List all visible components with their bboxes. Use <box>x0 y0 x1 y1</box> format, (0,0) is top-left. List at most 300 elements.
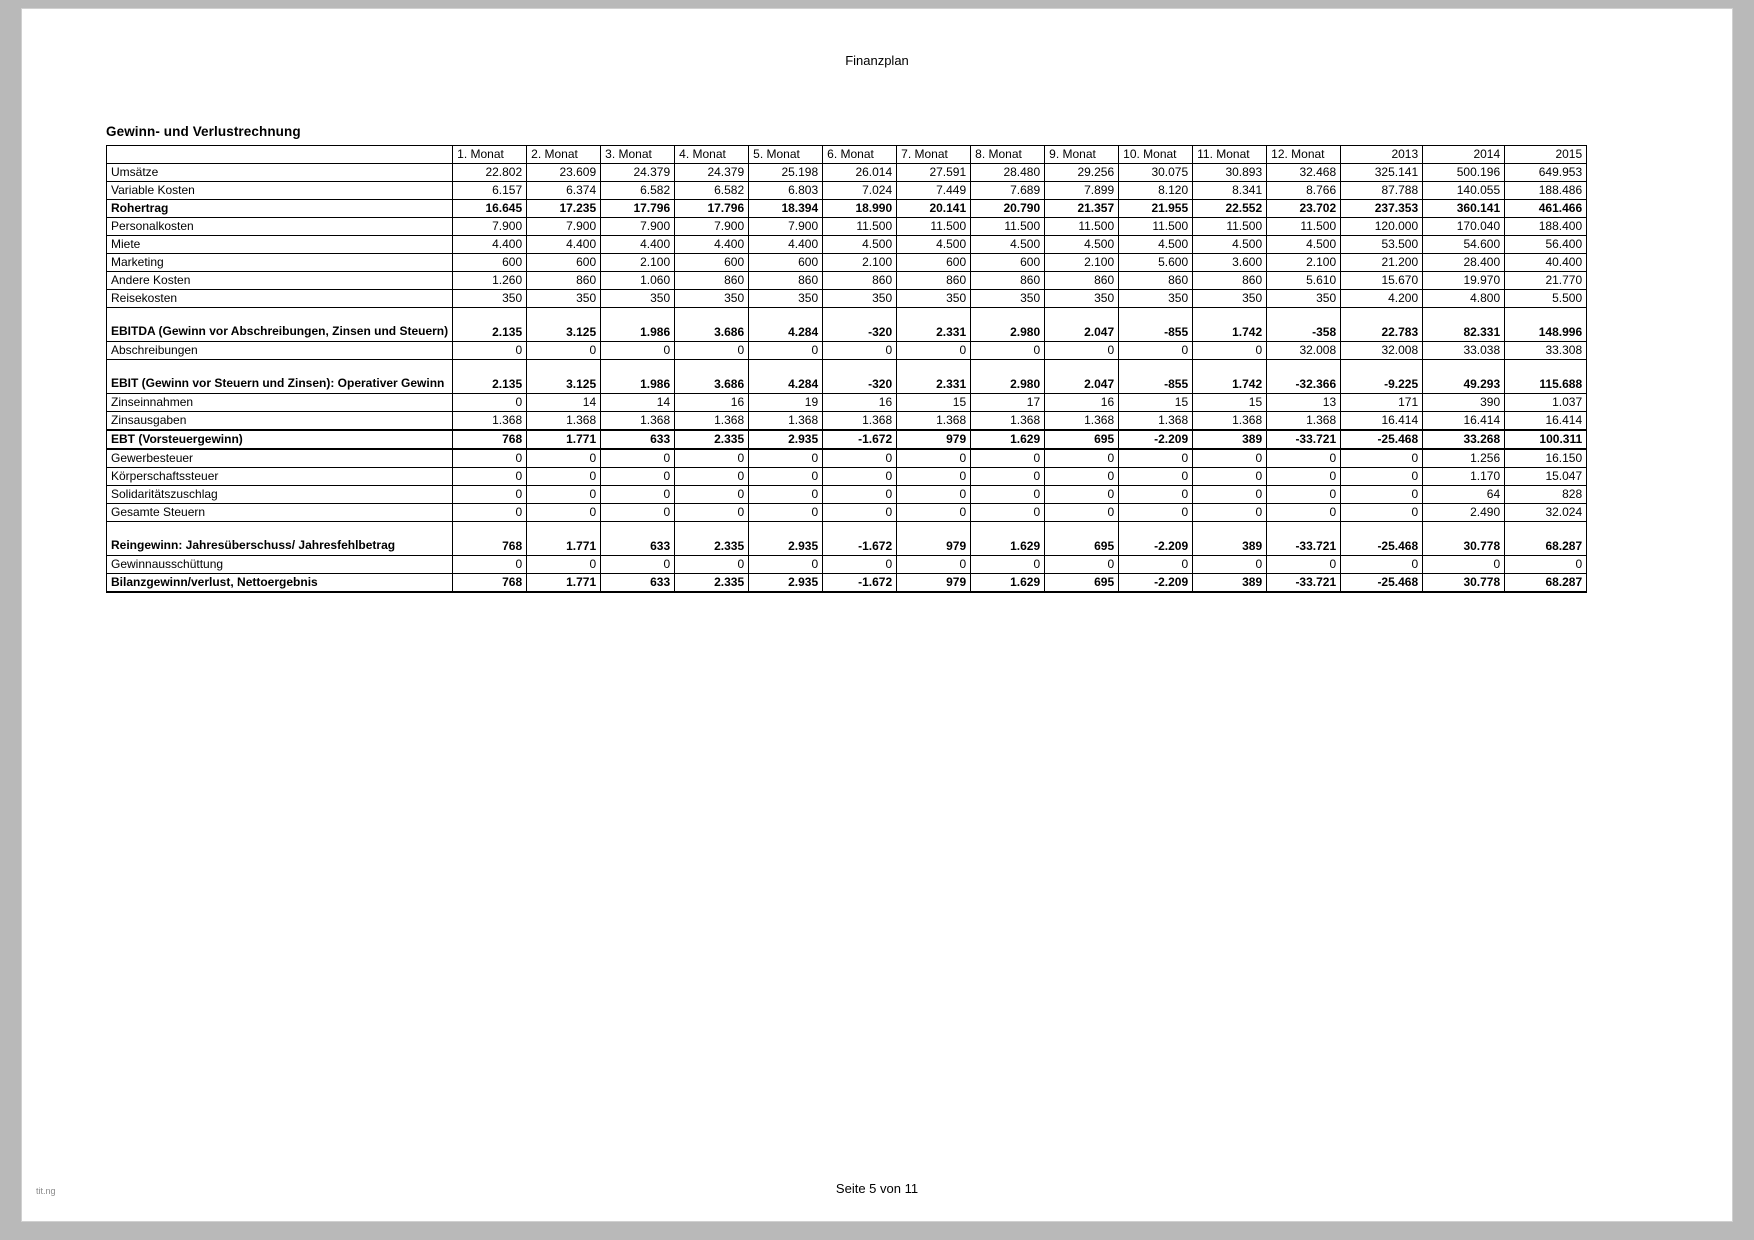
cell-value: -25.468 <box>1341 430 1423 449</box>
cell-value: 0 <box>823 486 897 504</box>
table-row <box>107 290 1587 308</box>
cell-value: 7.449 <box>897 182 971 200</box>
cell-value: 82.331 <box>1423 308 1505 342</box>
cell-value: 633 <box>601 574 675 593</box>
table-row <box>107 360 1587 394</box>
cell-value: 16.150 <box>1505 449 1587 468</box>
table-corner-cell <box>107 146 453 164</box>
column-header-month-3: 3. Monat <box>601 146 675 164</box>
cell-value: 30.778 <box>1423 522 1505 556</box>
cell-value: 500.196 <box>1423 164 1505 182</box>
cell-value: 68.287 <box>1505 574 1587 593</box>
cell-value: 16.414 <box>1505 412 1587 431</box>
cell-value: 19 <box>749 394 823 412</box>
cell-value: 11.500 <box>1119 218 1193 236</box>
row-label: Abschreibungen <box>107 342 453 360</box>
cell-value: 0 <box>1119 449 1193 468</box>
cell-value: 389 <box>1193 522 1267 556</box>
cell-value: 2.935 <box>749 522 823 556</box>
cell-value: 33.268 <box>1423 430 1505 449</box>
cell-value: 2.100 <box>601 254 675 272</box>
cell-value: 0 <box>897 556 971 574</box>
cell-value: -855 <box>1119 360 1193 394</box>
cell-value: 860 <box>749 272 823 290</box>
cell-value: 860 <box>675 272 749 290</box>
cell-value: 0 <box>1341 556 1423 574</box>
cell-value: 15.047 <box>1505 468 1587 486</box>
cell-value: 350 <box>527 290 601 308</box>
table-row <box>107 236 1587 254</box>
cell-value: 0 <box>453 486 527 504</box>
cell-value: 0 <box>1045 468 1119 486</box>
cell-value: 600 <box>749 254 823 272</box>
cell-value: 1.368 <box>1193 412 1267 431</box>
cell-value: 860 <box>1193 272 1267 290</box>
cell-value: 22.783 <box>1341 308 1423 342</box>
cell-value: 600 <box>897 254 971 272</box>
cell-value: 0 <box>1045 504 1119 522</box>
row-label: Umsätze <box>107 164 453 182</box>
cell-value: 1.368 <box>823 412 897 431</box>
cell-value: 2.047 <box>1045 308 1119 342</box>
cell-value: 40.400 <box>1505 254 1587 272</box>
page-footer: Seite 5 von 11 <box>835 1181 919 1196</box>
cell-value: 0 <box>749 468 823 486</box>
table-row <box>107 412 1587 431</box>
cell-value: 0 <box>453 556 527 574</box>
cell-value: -1.672 <box>823 574 897 593</box>
column-header-month-7: 7. Monat <box>897 146 971 164</box>
cell-value: 148.996 <box>1505 308 1587 342</box>
cell-value: 0 <box>1267 449 1341 468</box>
cell-value: -1.672 <box>823 522 897 556</box>
cell-value: 1.170 <box>1423 468 1505 486</box>
row-label: EBITDA (Gewinn vor Abschreibungen, Zinsen und Steuern) <box>107 308 453 342</box>
row-label: Variable Kosten <box>107 182 453 200</box>
cell-value: 188.400 <box>1505 218 1587 236</box>
cell-value: 4.500 <box>1119 236 1193 254</box>
cell-value: 860 <box>897 272 971 290</box>
table-header-row <box>107 146 1587 164</box>
cell-value: 18.394 <box>749 200 823 218</box>
row-label: EBIT (Gewinn vor Steuern und Zinsen): Operativer Gewinn <box>107 360 453 394</box>
cell-value: 20.790 <box>971 200 1045 218</box>
cell-value: 30.778 <box>1423 574 1505 593</box>
cell-value: 16.414 <box>1341 412 1423 431</box>
cell-value: 0 <box>897 449 971 468</box>
cell-value: 0 <box>675 468 749 486</box>
column-header-month-5: 5. Monat <box>749 146 823 164</box>
cell-value: 0 <box>601 556 675 574</box>
cell-value: 18.990 <box>823 200 897 218</box>
cell-value: 1.368 <box>1045 412 1119 431</box>
row-label: Gewinnausschüttung <box>107 556 453 574</box>
cell-value: 0 <box>1119 342 1193 360</box>
cell-value: 0 <box>1119 486 1193 504</box>
cell-value: -2.209 <box>1119 574 1193 593</box>
cell-value: 16 <box>675 394 749 412</box>
cell-value: 0 <box>823 342 897 360</box>
cell-value: 0 <box>453 504 527 522</box>
cell-value: 30.075 <box>1119 164 1193 182</box>
cell-value: 1.771 <box>527 522 601 556</box>
cell-value: 695 <box>1045 522 1119 556</box>
cell-value: 5.600 <box>1119 254 1193 272</box>
cell-value: 3.125 <box>527 308 601 342</box>
cell-value: 860 <box>1119 272 1193 290</box>
cell-value: 0 <box>971 342 1045 360</box>
cell-value: 1.037 <box>1505 394 1587 412</box>
profit-loss-table-wrap <box>106 145 1587 593</box>
cell-value: 4.500 <box>897 236 971 254</box>
cell-value: 4.500 <box>1045 236 1119 254</box>
cell-value: 2.135 <box>453 308 527 342</box>
cell-value: 1.256 <box>1423 449 1505 468</box>
row-label: Bilanzgewinn/verlust, Nettoergebnis <box>107 574 453 593</box>
row-label: Rohertrag <box>107 200 453 218</box>
cell-value: 768 <box>453 430 527 449</box>
table-row <box>107 200 1587 218</box>
cell-value: 30.893 <box>1193 164 1267 182</box>
cell-value: 4.500 <box>1267 236 1341 254</box>
cell-value: 32.008 <box>1341 342 1423 360</box>
cell-value: 1.742 <box>1193 308 1267 342</box>
cell-value: 11.500 <box>971 218 1045 236</box>
row-label: Gewerbesteuer <box>107 449 453 468</box>
cell-value: 17.796 <box>675 200 749 218</box>
cell-value: 33.308 <box>1505 342 1587 360</box>
cell-value: 2.100 <box>823 254 897 272</box>
cell-value: 0 <box>971 486 1045 504</box>
cell-value: 0 <box>971 468 1045 486</box>
row-label: Reingewinn: Jahresüberschuss/ Jahresfehlbetrag <box>107 522 453 556</box>
cell-value: 0 <box>823 556 897 574</box>
cell-value: 0 <box>971 504 1045 522</box>
cell-value: 0 <box>527 342 601 360</box>
cell-value: 16 <box>1045 394 1119 412</box>
cell-value: -33.721 <box>1267 430 1341 449</box>
cell-value: 2.335 <box>675 430 749 449</box>
cell-value: 768 <box>453 574 527 593</box>
cell-value: 350 <box>1045 290 1119 308</box>
cell-value: 390 <box>1423 394 1505 412</box>
cell-value: 8.120 <box>1119 182 1193 200</box>
cell-value: 4.500 <box>823 236 897 254</box>
cell-value: 0 <box>1267 556 1341 574</box>
cell-value: 22.802 <box>453 164 527 182</box>
cell-value: 29.256 <box>1045 164 1119 182</box>
cell-value: 4.284 <box>749 360 823 394</box>
table-row <box>107 504 1587 522</box>
cell-value: 0 <box>1119 468 1193 486</box>
cell-value: 325.141 <box>1341 164 1423 182</box>
cell-value: 15.670 <box>1341 272 1423 290</box>
cell-value: 22.552 <box>1193 200 1267 218</box>
cell-value: 1.368 <box>749 412 823 431</box>
cell-value: 15 <box>1193 394 1267 412</box>
cell-value: 0 <box>527 468 601 486</box>
cell-value: 120.000 <box>1341 218 1423 236</box>
cell-value: 3.600 <box>1193 254 1267 272</box>
cell-value: 7.900 <box>749 218 823 236</box>
section-title: Gewinn- und Verlustrechnung <box>106 124 301 139</box>
table-row <box>107 486 1587 504</box>
cell-value: 600 <box>971 254 1045 272</box>
cell-value: 350 <box>453 290 527 308</box>
cell-value: 7.900 <box>453 218 527 236</box>
table-row <box>107 272 1587 290</box>
cell-value: 0 <box>1119 556 1193 574</box>
cell-value: -2.209 <box>1119 522 1193 556</box>
cell-value: 0 <box>1341 504 1423 522</box>
cell-value: 19.970 <box>1423 272 1505 290</box>
table-row <box>107 182 1587 200</box>
row-label: Reisekosten <box>107 290 453 308</box>
cell-value: 11.500 <box>1267 218 1341 236</box>
cell-value: 0 <box>675 486 749 504</box>
cell-value: 1.629 <box>971 522 1045 556</box>
cell-value: -33.721 <box>1267 574 1341 593</box>
cell-value: 11.500 <box>897 218 971 236</box>
cell-value: -855 <box>1119 308 1193 342</box>
cell-value: 6.582 <box>601 182 675 200</box>
cell-value: 350 <box>749 290 823 308</box>
cell-value: 7.900 <box>527 218 601 236</box>
cell-value: 6.803 <box>749 182 823 200</box>
cell-value: 7.689 <box>971 182 1045 200</box>
cell-value: 2.935 <box>749 430 823 449</box>
cell-value: 8.766 <box>1267 182 1341 200</box>
cell-value: 0 <box>1045 342 1119 360</box>
row-label: Gesamte Steuern <box>107 504 453 522</box>
cell-value: 0 <box>601 504 675 522</box>
cell-value: 0 <box>675 449 749 468</box>
cell-value: 600 <box>527 254 601 272</box>
cell-value: 15 <box>897 394 971 412</box>
cell-value: 64 <box>1423 486 1505 504</box>
row-label: Marketing <box>107 254 453 272</box>
column-header-month-2: 2. Monat <box>527 146 601 164</box>
cell-value: 24.379 <box>601 164 675 182</box>
column-header-year-2015: 2015 <box>1505 146 1587 164</box>
cell-value: 21.955 <box>1119 200 1193 218</box>
cell-value: -33.721 <box>1267 522 1341 556</box>
cell-value: 115.688 <box>1505 360 1587 394</box>
row-label: EBT (Vorsteuergewinn) <box>107 430 453 449</box>
cell-value: 0 <box>749 449 823 468</box>
cell-value: 0 <box>527 556 601 574</box>
cell-value: -1.672 <box>823 430 897 449</box>
cell-value: 32.008 <box>1267 342 1341 360</box>
table-row <box>107 394 1587 412</box>
cell-value: 1.368 <box>453 412 527 431</box>
table-row <box>107 556 1587 574</box>
table-body <box>107 164 1587 593</box>
cell-value: 0 <box>1193 468 1267 486</box>
cell-value: 11.500 <box>823 218 897 236</box>
cell-value: 350 <box>675 290 749 308</box>
cell-value: 32.468 <box>1267 164 1341 182</box>
table-row <box>107 308 1587 342</box>
cell-value: 0 <box>897 486 971 504</box>
column-header-month-4: 4. Monat <box>675 146 749 164</box>
cell-value: 7.900 <box>601 218 675 236</box>
row-label: Zinsausgaben <box>107 412 453 431</box>
row-label: Solidaritätszuschlag <box>107 486 453 504</box>
cell-value: 0 <box>823 449 897 468</box>
cell-value: 0 <box>823 468 897 486</box>
cell-value: 0 <box>1341 449 1423 468</box>
cell-value: 27.591 <box>897 164 971 182</box>
cell-value: 6.157 <box>453 182 527 200</box>
cell-value: 8.341 <box>1193 182 1267 200</box>
cell-value: 1.771 <box>527 574 601 593</box>
cell-value: 11.500 <box>1193 218 1267 236</box>
cell-value: 0 <box>1267 486 1341 504</box>
cell-value: 3.686 <box>675 308 749 342</box>
cell-value: 32.024 <box>1505 504 1587 522</box>
cell-value: 350 <box>971 290 1045 308</box>
cell-value: 0 <box>527 504 601 522</box>
cell-value: 350 <box>601 290 675 308</box>
column-header-month-1: 1. Monat <box>453 146 527 164</box>
cell-value: 16.414 <box>1423 412 1505 431</box>
cell-value: 350 <box>1267 290 1341 308</box>
cell-value: 0 <box>601 468 675 486</box>
page-header: Finanzplan <box>845 53 909 68</box>
cell-value: 21.200 <box>1341 254 1423 272</box>
cell-value: 0 <box>1341 468 1423 486</box>
cell-value: 54.600 <box>1423 236 1505 254</box>
cell-value: 2.135 <box>453 360 527 394</box>
cell-value: 15 <box>1119 394 1193 412</box>
cell-value: 17 <box>971 394 1045 412</box>
cell-value: 0 <box>749 504 823 522</box>
row-label: Andere Kosten <box>107 272 453 290</box>
cell-value: 0 <box>1193 556 1267 574</box>
cell-value: 26.014 <box>823 164 897 182</box>
cell-value: 0 <box>971 449 1045 468</box>
table-row <box>107 342 1587 360</box>
cell-value: -358 <box>1267 308 1341 342</box>
cell-value: 0 <box>601 449 675 468</box>
cell-value: 0 <box>1193 504 1267 522</box>
cell-value: 100.311 <box>1505 430 1587 449</box>
cell-value: 23.609 <box>527 164 601 182</box>
cell-value: -32.366 <box>1267 360 1341 394</box>
cell-value: 1.368 <box>601 412 675 431</box>
cell-value: 4.400 <box>749 236 823 254</box>
cell-value: -25.468 <box>1341 574 1423 593</box>
cell-value: 0 <box>453 449 527 468</box>
cell-value: 188.486 <box>1505 182 1587 200</box>
column-header-month-9: 9. Monat <box>1045 146 1119 164</box>
table-row <box>107 574 1587 593</box>
cell-value: 140.055 <box>1423 182 1505 200</box>
cell-value: 5.500 <box>1505 290 1587 308</box>
cell-value: 1.260 <box>453 272 527 290</box>
cell-value: 14 <box>527 394 601 412</box>
cell-value: 3.125 <box>527 360 601 394</box>
cell-value: -25.468 <box>1341 522 1423 556</box>
cell-value: 68.287 <box>1505 522 1587 556</box>
cell-value: 6.374 <box>527 182 601 200</box>
cell-value: 0 <box>1193 449 1267 468</box>
cell-value: 1.368 <box>1267 412 1341 431</box>
cell-value: 600 <box>675 254 749 272</box>
cell-value: 0 <box>897 504 971 522</box>
cell-value: 1.771 <box>527 430 601 449</box>
cell-value: 350 <box>823 290 897 308</box>
cell-value: 20.141 <box>897 200 971 218</box>
cell-value: 389 <box>1193 574 1267 593</box>
column-header-year-2013: 2013 <box>1341 146 1423 164</box>
cell-value: 1.742 <box>1193 360 1267 394</box>
cell-value: 0 <box>675 342 749 360</box>
cell-value: 461.466 <box>1505 200 1587 218</box>
cell-value: 2.100 <box>1045 254 1119 272</box>
cell-value: 0 <box>1193 342 1267 360</box>
cell-value: 17.796 <box>601 200 675 218</box>
cell-value: 0 <box>601 486 675 504</box>
cell-value: 16 <box>823 394 897 412</box>
cell-value: 828 <box>1505 486 1587 504</box>
table-row <box>107 449 1587 468</box>
column-header-year-2014: 2014 <box>1423 146 1505 164</box>
cell-value: 1.368 <box>971 412 1045 431</box>
cell-value: 53.500 <box>1341 236 1423 254</box>
cell-value: 11.500 <box>1045 218 1119 236</box>
cell-value: 21.357 <box>1045 200 1119 218</box>
table-row <box>107 218 1587 236</box>
cell-value: 7.900 <box>675 218 749 236</box>
cell-value: 5.610 <box>1267 272 1341 290</box>
cell-value: 0 <box>527 486 601 504</box>
cell-value: 1.368 <box>675 412 749 431</box>
cell-value: 1.629 <box>971 430 1045 449</box>
cell-value: 171 <box>1341 394 1423 412</box>
cell-value: 4.800 <box>1423 290 1505 308</box>
cell-value: 7.899 <box>1045 182 1119 200</box>
cell-value: 16.645 <box>453 200 527 218</box>
cell-value: 4.400 <box>601 236 675 254</box>
cell-value: 28.480 <box>971 164 1045 182</box>
cell-value: 0 <box>1505 556 1587 574</box>
cell-value: 0 <box>1119 504 1193 522</box>
cell-value: 1.629 <box>971 574 1045 593</box>
cell-value: 2.335 <box>675 574 749 593</box>
cell-value: 0 <box>1193 486 1267 504</box>
corner-note: tit.ng <box>36 1186 56 1196</box>
cell-value: 3.686 <box>675 360 749 394</box>
cell-value: 2.935 <box>749 574 823 593</box>
cell-value: 87.788 <box>1341 182 1423 200</box>
cell-value: 1.986 <box>601 308 675 342</box>
profit-loss-table <box>106 145 1587 593</box>
cell-value: 2.331 <box>897 308 971 342</box>
cell-value: 350 <box>897 290 971 308</box>
cell-value: 979 <box>897 430 971 449</box>
cell-value: 4.500 <box>1193 236 1267 254</box>
cell-value: 860 <box>823 272 897 290</box>
cell-value: 0 <box>675 556 749 574</box>
row-label: Miete <box>107 236 453 254</box>
cell-value: 56.400 <box>1505 236 1587 254</box>
cell-value: 17.235 <box>527 200 601 218</box>
cell-value: 4.200 <box>1341 290 1423 308</box>
table-row <box>107 522 1587 556</box>
cell-value: 0 <box>1267 468 1341 486</box>
